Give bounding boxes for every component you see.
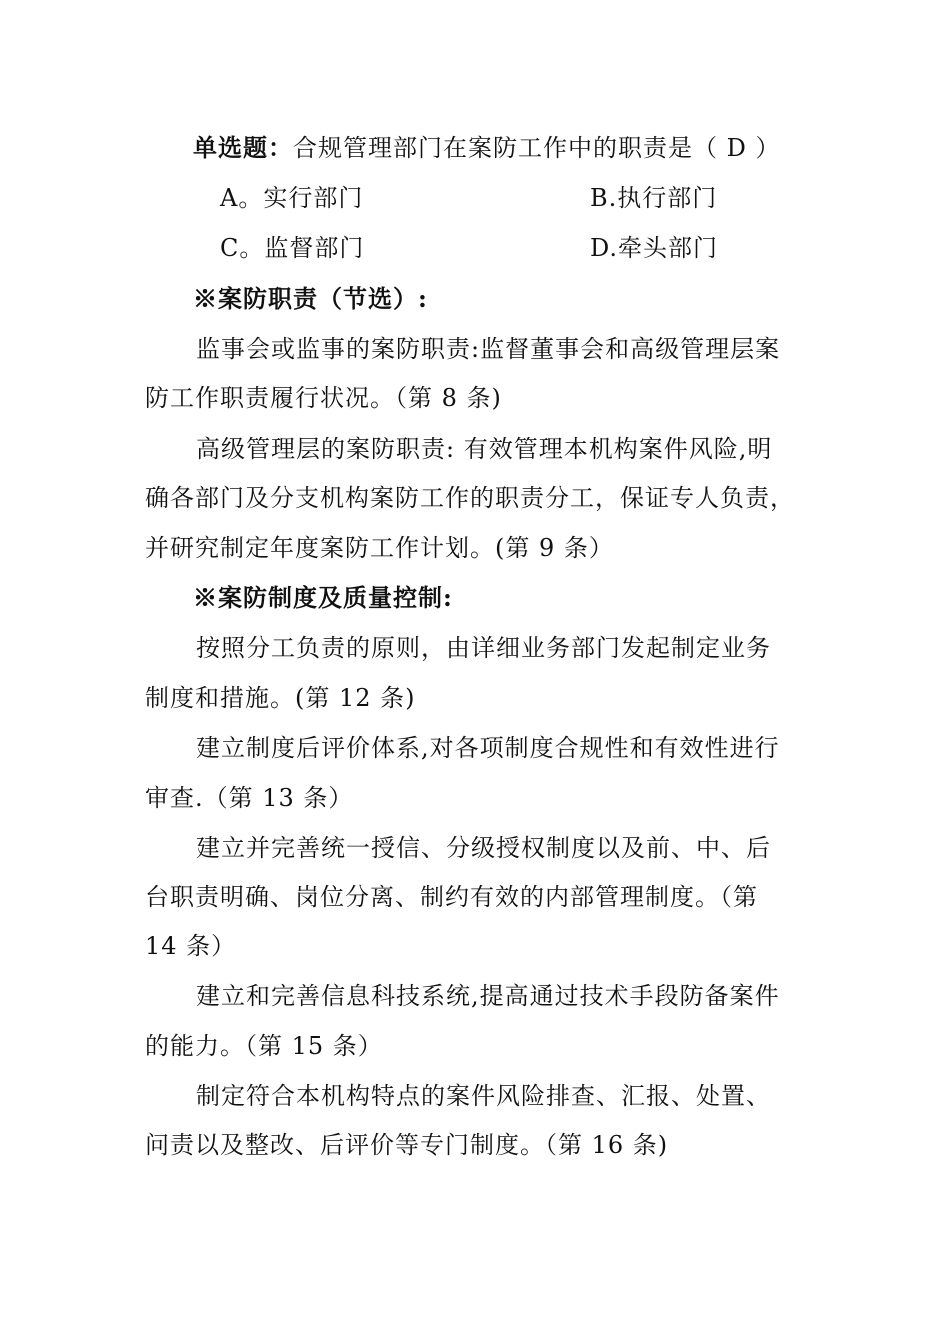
paragraph-line: 制度和措施。(第 12 条) xyxy=(145,684,416,712)
paragraph-line: 确各部门及分支机构案防工作的职责分工，保证专人负责， xyxy=(145,484,795,512)
paragraph-line: 审查.（第 13 条） xyxy=(145,784,354,812)
option-b: B.执行部门 xyxy=(590,184,718,212)
paragraph-line: 高级管理层的案防职责: 有效管理本机构案件风险,明 xyxy=(196,435,773,463)
question-line xyxy=(193,132,781,164)
paragraph-line: 并研究制定年度案防工作计划。(第 9 条） xyxy=(145,534,614,562)
option-c: C。监督部门 xyxy=(220,234,365,262)
question-text: 合规管理部门在案防工作中的职责是（ D ） xyxy=(293,134,781,162)
paragraph-line: 制定符合本机构特点的案件风险排查、汇报、处置、 xyxy=(196,1082,771,1110)
paragraph-line: 防工作职责履行状况。（第 8 条) xyxy=(145,384,502,412)
section-heading-duties: ※案防职责（节选）: xyxy=(193,284,428,313)
paragraph-line: 建立制度后评价体系,对各项制度合规性和有效性进行 xyxy=(196,734,780,762)
option-d: D.牵头部门 xyxy=(590,234,719,262)
paragraph-line: 按照分工负责的原则，由详细业务部门发起制定业务 xyxy=(196,634,771,662)
paragraph-line: 建立和完善信息科技系统,提高通过技术手段防备案件 xyxy=(196,982,780,1010)
paragraph-line: 14 条） xyxy=(145,932,237,960)
paragraph-line: 监事会或监事的案防职责:监督董事会和高级管理层案 xyxy=(196,335,781,363)
section-heading-controls: ※案防制度及质量控制: xyxy=(193,583,453,612)
paragraph-line: 的能力。（第 15 条） xyxy=(145,1032,383,1060)
paragraph-line: 建立并完善统一授信、分级授权制度以及前、中、后 xyxy=(196,834,771,862)
paragraph-line: 问责以及整改、后评价等专门制度。（第 16 条) xyxy=(145,1131,669,1159)
question-label: 单选题： xyxy=(193,133,293,162)
option-a: A。实行部门 xyxy=(220,184,364,212)
paragraph-line: 台职责明确、岗位分离、制约有效的内部管理制度。（第 xyxy=(145,883,758,911)
